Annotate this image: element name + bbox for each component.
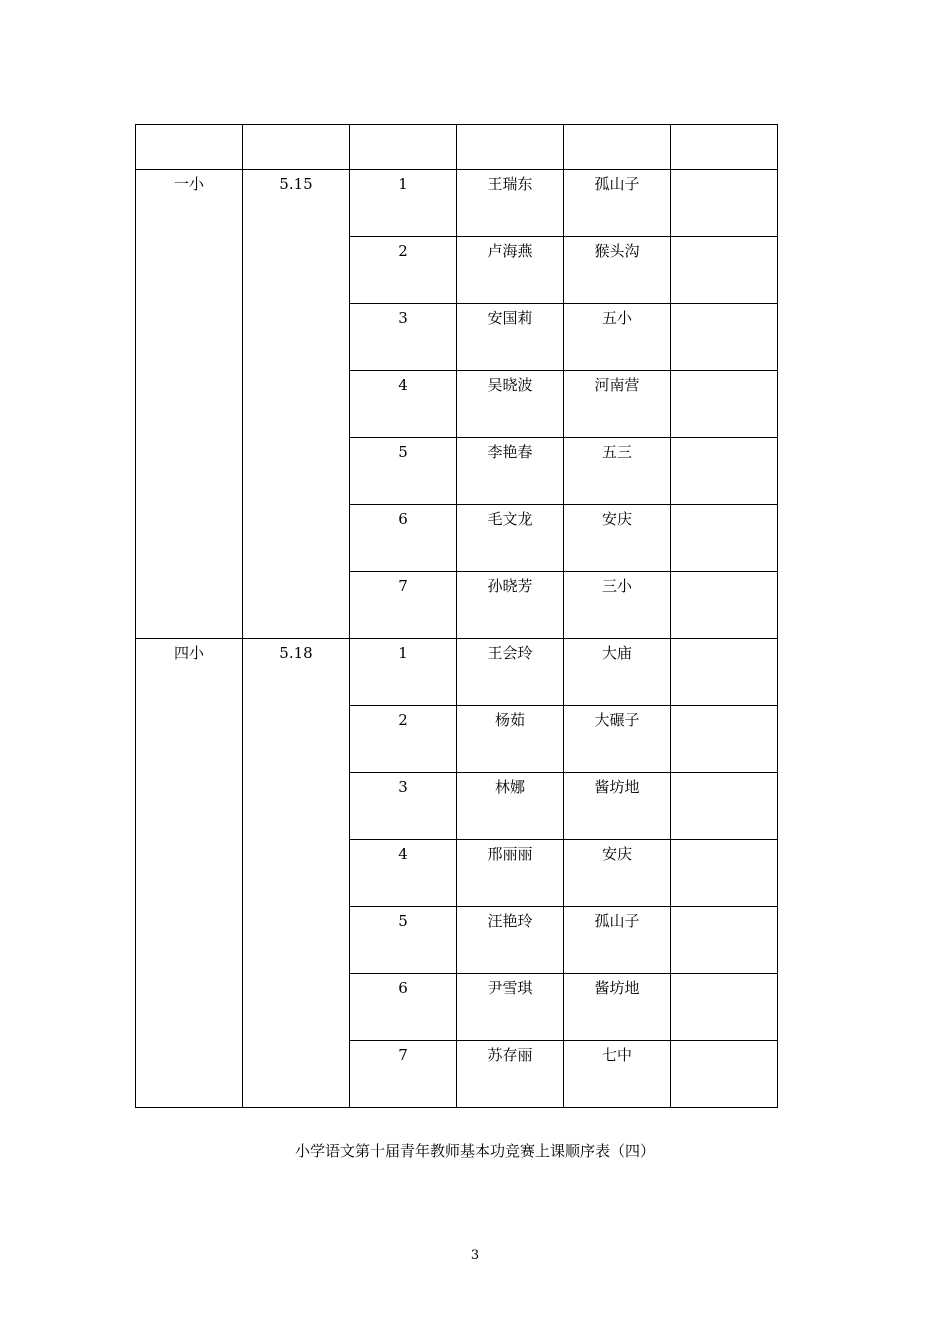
order-text: 1 [398, 644, 408, 662]
school-cell [564, 974, 671, 1041]
teacher-name-cell [457, 237, 564, 304]
teacher-name-text: 林娜 [494, 778, 525, 796]
date-cell [243, 170, 350, 639]
order-text: 5 [398, 912, 408, 930]
order-cell [350, 1041, 457, 1108]
notes-cell [671, 304, 778, 371]
header-cell-school [564, 125, 671, 170]
teacher-name-cell [457, 840, 564, 907]
teacher-name-text: 王瑞东 [487, 175, 533, 193]
notes-cell [671, 438, 778, 505]
teacher-name-text: 毛文龙 [487, 510, 533, 528]
teacher-name-text: 安国莉 [487, 309, 533, 327]
notes-cell [671, 773, 778, 840]
order-cell [350, 237, 457, 304]
order-cell [350, 706, 457, 773]
order-text: 7 [398, 1046, 408, 1064]
order-text: 2 [398, 711, 408, 729]
header-cell-order [350, 125, 457, 170]
notes-cell [671, 639, 778, 706]
school-cell [564, 572, 671, 639]
teacher-name-text: 孙晓芳 [487, 577, 533, 595]
order-text: 6 [398, 510, 408, 528]
notes-cell [671, 840, 778, 907]
school-cell [564, 438, 671, 505]
date-text: 5.18 [279, 644, 313, 662]
school-cell [564, 237, 671, 304]
teacher-name-cell [457, 572, 564, 639]
header-row [136, 125, 778, 170]
order-text: 5 [398, 443, 408, 461]
school-cell [564, 170, 671, 237]
teacher-name-cell [457, 304, 564, 371]
teacher-name-text: 苏存丽 [487, 1046, 533, 1064]
school-text: 孤山子 [594, 175, 640, 193]
order-cell [350, 773, 457, 840]
order-cell [350, 170, 457, 237]
teacher-name-text: 王会玲 [487, 644, 533, 662]
notes-cell [671, 572, 778, 639]
header-cell-date [243, 125, 350, 170]
teacher-name-cell [457, 639, 564, 706]
schedule-table [135, 124, 778, 1108]
order-text: 1 [398, 175, 408, 193]
school-cell [564, 907, 671, 974]
venue-text: 一小 [173, 175, 204, 193]
teacher-name-cell [457, 1041, 564, 1108]
school-text: 大庙 [601, 644, 632, 662]
teacher-name-cell [457, 907, 564, 974]
school-cell [564, 304, 671, 371]
header-cell-venue [136, 125, 243, 170]
school-cell [564, 371, 671, 438]
school-cell [564, 773, 671, 840]
school-text: 七中 [601, 1046, 632, 1064]
table-row [136, 170, 778, 237]
teacher-name-text: 卢海燕 [487, 242, 533, 260]
teacher-name-text: 尹雪琪 [487, 979, 533, 997]
school-cell [564, 1041, 671, 1108]
order-cell [350, 438, 457, 505]
notes-cell [671, 1041, 778, 1108]
order-text: 4 [398, 376, 408, 394]
teacher-name-text: 李艳春 [487, 443, 533, 461]
table-caption: 小学语文第十届青年教师基本功竞赛上课顺序表（四） [294, 1142, 655, 1160]
page-number: 3 [470, 1248, 480, 1263]
school-cell [564, 840, 671, 907]
venue-cell [136, 639, 243, 1108]
school-text: 五小 [601, 309, 632, 327]
order-cell [350, 907, 457, 974]
school-text: 猴头沟 [594, 242, 640, 260]
school-text: 酱坊地 [594, 979, 640, 997]
date-cell [243, 639, 350, 1108]
order-cell [350, 639, 457, 706]
order-cell [350, 371, 457, 438]
order-cell [350, 572, 457, 639]
school-text: 五三 [601, 443, 632, 461]
order-cell [350, 505, 457, 572]
teacher-name-text: 杨茹 [494, 711, 525, 729]
school-text: 孤山子 [594, 912, 640, 930]
school-text: 安庆 [601, 845, 632, 863]
date-text: 5.15 [279, 175, 313, 193]
school-cell [564, 505, 671, 572]
notes-cell [671, 371, 778, 438]
school-text: 安庆 [601, 510, 632, 528]
teacher-name-cell [457, 371, 564, 438]
notes-cell [671, 237, 778, 304]
school-text: 大碾子 [594, 711, 640, 729]
venue-cell [136, 170, 243, 639]
teacher-name-cell [457, 170, 564, 237]
order-text: 7 [398, 577, 408, 595]
header-cell-name [457, 125, 564, 170]
venue-text: 四小 [173, 644, 204, 662]
order-text: 4 [398, 845, 408, 863]
teacher-name-cell [457, 773, 564, 840]
teacher-name-cell [457, 706, 564, 773]
notes-cell [671, 505, 778, 572]
order-text: 3 [398, 309, 408, 327]
notes-cell [671, 907, 778, 974]
order-cell [350, 304, 457, 371]
header-cell-notes [671, 125, 778, 170]
order-cell [350, 840, 457, 907]
order-cell [350, 974, 457, 1041]
teacher-name-cell [457, 974, 564, 1041]
order-text: 3 [398, 778, 408, 796]
school-text: 三小 [601, 577, 632, 595]
teacher-name-text: 吴晓波 [487, 376, 533, 394]
school-text: 河南营 [594, 376, 640, 394]
order-text: 6 [398, 979, 408, 997]
school-text: 酱坊地 [594, 778, 640, 796]
table-row [136, 639, 778, 706]
teacher-name-cell [457, 505, 564, 572]
order-text: 2 [398, 242, 408, 260]
teacher-name-text: 汪艳玲 [487, 912, 533, 930]
school-cell [564, 639, 671, 706]
notes-cell [671, 974, 778, 1041]
notes-cell [671, 170, 778, 237]
notes-cell [671, 706, 778, 773]
school-cell [564, 706, 671, 773]
teacher-name-cell [457, 438, 564, 505]
teacher-name-text: 邢丽丽 [487, 845, 533, 863]
